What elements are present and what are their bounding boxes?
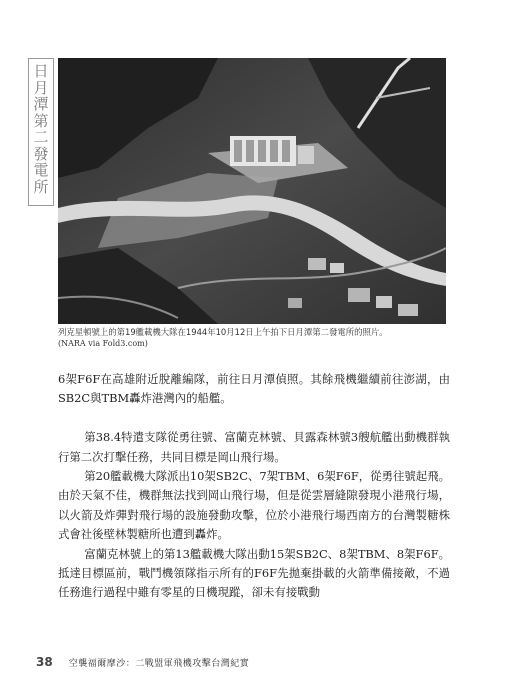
side-title-char: 日 (33, 62, 49, 80)
page-footer (36, 655, 249, 669)
side-title-char: 潭 (33, 95, 49, 113)
chapter-side-title (28, 58, 54, 206)
photo-caption (58, 326, 458, 350)
side-title-char: 電 (33, 161, 49, 179)
page-number: 38 (36, 655, 53, 669)
aerial-photo-graphic (58, 58, 446, 324)
paragraph: 第20艦載機大隊派出10架SB2C、7架TBM、6架F6F，從勇往號起飛。由於天氣不佳，機群無法找到岡山飛行場，但是從雲層縫隙發現小港飛行場，以火箭及炸彈對飛行場的設施發動攻擊，位於小港飛行場西南方的台灣製糖株式會社後壁林製糖所也遭到轟炸。 (58, 469, 450, 542)
caption-source: (NARA via Fold3.com) (58, 339, 148, 348)
aerial-photo (58, 58, 446, 324)
side-title-char: 月 (33, 78, 49, 97)
side-title-char: 所 (33, 177, 49, 196)
running-title: 空襲福爾摩沙：二戰盟軍飛機攻擊台灣紀實 (68, 659, 250, 669)
caption-text: 列克星頓號上的第19艦載機大隊在1944年10月12日上午拍下日月潭第二發電所的照片。 (58, 327, 388, 337)
paragraph: 第38.4特遣支隊從勇往號、富蘭克林號、貝露森林號3艘航艦出動機群執行第二次打擊任務，共同目標是岡山飛行場。 (58, 430, 450, 464)
paragraph: 富蘭克林號上的第13艦載機大隊出動15架SB2C、8架TBM、8架F6F。抵達目標區前，戰鬥機領隊指示所有的F6F先拋棄掛載的火箭準備接敵，不過任務進行過程中雖有零星的日機現蹤，卻未有接戰動 (58, 546, 450, 600)
side-title-char: 二 (33, 128, 49, 146)
side-title-char: 第 (33, 111, 49, 130)
paragraph: 6架F6F在高雄附近脫離編隊，前往日月潭偵照。其餘飛機繼續前往澎湖，由SB2C與TBM轟炸港灣內的船艦。 (58, 372, 450, 406)
body-text (58, 370, 450, 603)
side-title-char: 發 (33, 144, 49, 163)
